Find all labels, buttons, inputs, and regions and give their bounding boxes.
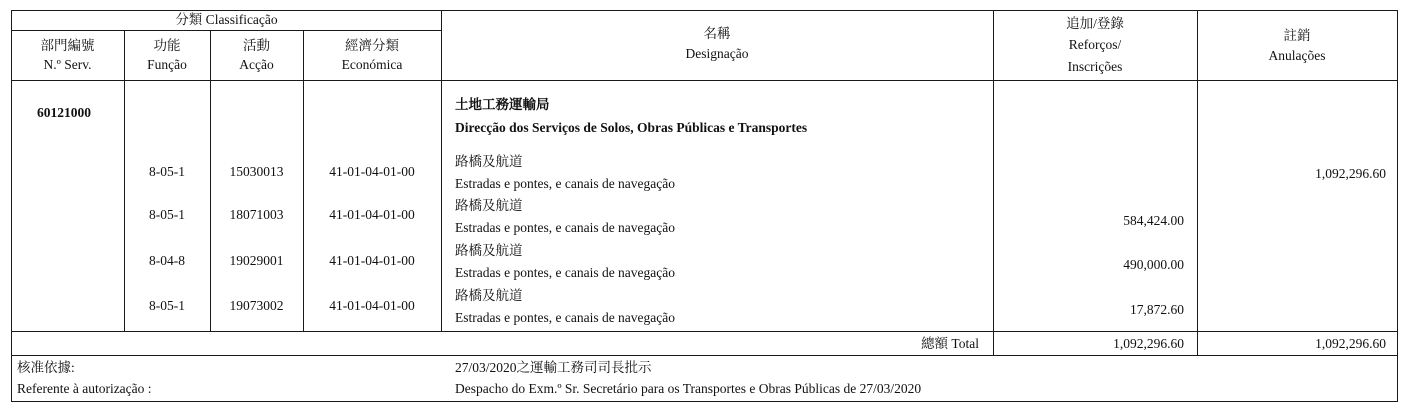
row-1-economica: 41-01-04-01-00 [329,164,415,179]
classification-header: 分類 Classificação [175,12,278,27]
department-name-pt: Direcção dos Serviços de Solos, Obras Públicas e Transportes [455,120,808,135]
table-border-top [11,10,1398,11]
row-4-name-zh: 路橋及航道 [455,288,523,303]
total-bottom-line [11,355,1398,356]
row-1-funcao: 8-05-1 [149,164,185,179]
row-3-accao: 19029001 [229,253,284,268]
row-3-name-zh: 路橋及航道 [455,243,523,258]
row-2-name-pt: Estradas e pontes, e canais de navegação [455,220,676,235]
col-line-economica [303,30,304,332]
total-reforcos: 1,092,296.60 [1113,336,1184,351]
header-economica-zh: 經濟分類 [345,38,399,53]
header-funcao-zh: 功能 [153,38,181,53]
department-name-zh: 土地工務運輸局 [455,97,550,112]
row-4-economica: 41-01-04-01-00 [329,298,415,313]
header-dept-zh: 部門編號 [40,38,95,53]
row-4-reforcos: 17,872.60 [1130,302,1184,317]
row-1-name-zh: 路橋及航道 [455,154,523,169]
footer-text-zh: 27/03/2020之運輸工務司司長批示 [455,360,652,375]
row-4-accao: 19073002 [229,298,284,313]
row-2-reforcos: 584,424.00 [1123,213,1184,228]
table-border-bottom [11,401,1398,402]
col-line-funcao [124,30,125,332]
header-designacao-zh: 名稱 [703,26,731,41]
header-economica-pt: Económica [341,57,403,72]
row-3-name-pt: Estradas e pontes, e canais de navegação [455,265,676,280]
header-designacao-pt: Designação [685,46,749,61]
department-code: 60121000 [37,105,91,120]
header-accao-pt: Acção [239,57,274,72]
row-2-accao: 18071003 [229,207,284,222]
row-2-name-zh: 路橋及航道 [455,198,523,213]
table-border-right [1397,10,1398,402]
header-reforcos-pt1: Reforços/ [1068,37,1122,52]
header-dept-pt: N.º Serv. [43,57,92,72]
header-anulacoes-zh: 註銷 [1283,28,1311,43]
footer-text-pt: Despacho do Exm.º Sr. Secretário para os Transportes e Obras Públicas de 27/03/2020 [455,381,922,396]
total-label: 總額 Total [921,336,979,351]
row-3-economica: 41-01-04-01-00 [329,253,415,268]
header-reforcos-zh: 追加/登錄 [1066,16,1124,31]
row-1-name-pt: Estradas e pontes, e canais de navegação [455,176,676,191]
header-funcao-pt: Função [147,57,187,72]
row-1-accao: 15030013 [229,164,284,179]
row-2-economica: 41-01-04-01-00 [329,207,415,222]
footer-label-zh: 核准依據: [17,360,75,375]
col-line-accao [210,30,211,332]
header-anulacoes-pt: Anulações [1268,48,1326,63]
total-top-line [11,331,1398,332]
row-3-reforcos: 490,000.00 [1123,257,1184,272]
header-accao-zh: 活動 [243,38,270,53]
row-4-name-pt: Estradas e pontes, e canais de navegação [455,310,676,325]
header-bottom-line [11,80,1398,81]
row-2-funcao: 8-05-1 [149,207,185,222]
row-4-funcao: 8-05-1 [149,298,185,313]
footer-label-pt: Referente à autorização : [17,381,152,396]
row-1-anulacoes: 1,092,296.60 [1315,166,1386,181]
total-anulacoes: 1,092,296.60 [1315,336,1386,351]
row-3-funcao: 8-04-8 [149,253,185,268]
classification-divider [11,30,442,31]
header-reforcos-pt2: Inscrições [1067,59,1123,74]
